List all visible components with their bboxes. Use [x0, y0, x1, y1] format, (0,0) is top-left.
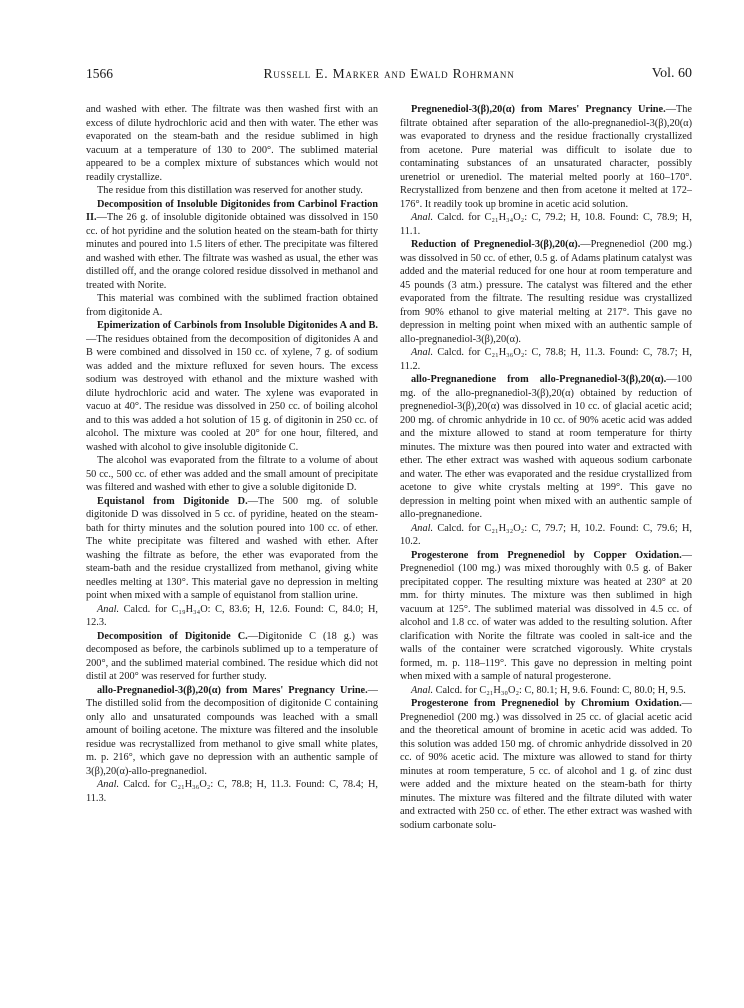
analysis-paragraph: [400, 522, 692, 549]
analysis-label: Anal.: [97, 779, 120, 790]
body-paragraph: [86, 103, 378, 184]
paragraph-text: This material was combined with the sublimed fraction obtained from digitonide A.: [86, 293, 378, 318]
running-header: [86, 66, 692, 84]
section-heading: Pregnenediol-3(β),20(α) from Mares' Pregnancy Urine.: [411, 104, 666, 115]
body-paragraph: [400, 238, 692, 346]
section-heading: Decomposition of Insoluble Digitonides from Carbinol Fraction II.: [86, 198, 378, 223]
analysis-paragraph: [86, 778, 378, 805]
section-heading: Reduction of Pregnenediol-3(β),20(α).: [411, 239, 581, 250]
analysis-label: Anal.: [97, 603, 120, 615]
paragraph-text: —100 mg. of the allo-pregnanediol-3(β),20(α) obtained by reduction of pregnenediol-3(β),20(α) was dissolved in 10 cc. of glacial acetic acid; 200 mg. of chromic anhydride in 10 cc. of 90% acetic acid was added and the mixture allowed to stand at room temperature for thirty minutes. The mixture was then poured into water and extracted with ether. The ether extract was washed with aqueous sodium carbonate and water. The ether was evaporated and the residue crystallized from acetone to give white crystals melting at 199°. This gave no depression in melting point when mixed with an authentic sample of allo-pregnanedione.: [400, 374, 692, 520]
body-paragraph: [86, 184, 378, 198]
section-heading: Progesterone from Pregnenediol by Copper Oxidation.: [411, 549, 682, 561]
paragraph-text: Calcd. for C₂₁H₃₆O₂: C, 78.8; H, 11.3. Found: C, 78.7; H, 11.2.: [400, 347, 692, 372]
section-heading: Progesterone from Pregnenediol by Chromium Oxidation.: [411, 698, 682, 709]
section-heading: Decomposition of Digitonide C.: [97, 630, 248, 642]
paragraph-text: Calcd. for C₁₉H₃₄O: C, 83.6; H, 12.6. Found: C, 84.0; H, 12.3.: [86, 603, 378, 628]
section-heading: allo-Pregnanedione from allo-Pregnanediol-3(β),20(α).: [411, 374, 667, 385]
paragraph-text: The alcohol was evaporated from the filtrate to a volume of about 50 cc., 500 cc. of ether was added and the small amount of precipitate was filtered and washed with ether to give a soluble digitonide D.: [86, 455, 378, 493]
body-paragraph: [400, 549, 692, 684]
body-paragraph: [86, 630, 378, 684]
paragraph-text: Calcd. for C₂₁H₃₆O₂: C, 78.8; H, 11.3. Found: C, 78.4; H, 11.3.: [86, 779, 378, 804]
body-paragraph: [86, 495, 378, 603]
body-paragraph: [86, 198, 378, 293]
analysis-label: Anal.: [411, 212, 434, 223]
paragraph-text: Calcd. for C₂₁H₃₀O₂: C, 80.1; H, 9.6. Found: C, 80.0; H, 9.5.: [433, 684, 686, 696]
body-paragraph: [400, 103, 692, 211]
body-paragraph: [86, 454, 378, 495]
page-number: 1566: [86, 66, 113, 81]
paragraph-text: —The filtrate obtained after separation of the allo-pregnanediol-3(β),20(α) was evaporated to dryness and the residue fractionally crystallized from acetone. Pure material was difficult to isolate due to contaminating substances of an unsaturated character, possibly urenetriol or urenediol. The material melted poorly at 160–170°. Recrystallized from benzene and then from acetone it melted at 172–176°. It readily took up bromine in acetic acid solution.: [400, 104, 692, 210]
paragraph-text: Calcd. for C₂₁H₃₂O₂: C, 79.7; H, 10.2. Found: C, 79.6; H, 10.2.: [400, 522, 692, 547]
analysis-paragraph: [400, 211, 692, 238]
volume-label: Vol. 60: [651, 66, 692, 81]
analysis-label: Anal.: [411, 684, 434, 696]
analysis-label: Anal.: [411, 347, 434, 358]
paragraph-text: —The 26 g. of insoluble digitonide obtained was dissolved in 150 cc. of hot pyridine and the solution heated on the steam-bath for thirty minutes and poured into 1.5 liters of ether. The precipitate was filtered and washed with ether. The filtrate was washed as usual, the ether was distilled off, and the orange colored residue dissolved in methanol and treated with Norite.: [86, 212, 378, 291]
paragraph-text: —Digitonide C (18 g.) was decomposed as before, the carbinols sublimed up to a temperature of 200°, and the sublimed material combined. The residue which did not distil at 200° was reserved for further study.: [86, 630, 378, 682]
left-column: [86, 103, 378, 988]
paragraph-text: and washed with ether. The filtrate was then washed first with an excess of dilute hydrochloric acid and then with water. The ether was evaporated on the steam-bath and the residue sublimed in high vacuum at a temperature of 130 to 200°. The sublimed material appeared to be a complex mixture of substances which would not readily crystallize.: [86, 104, 378, 183]
paragraph-text: —Pregnenediol (100 mg.) was mixed thoroughly with 0.5 g. of Baker precipitated copper. The resulting mixture was heated at 230° at 20 mm. for thirty minutes. The mixture was then sublimed in high vacuum at 125°. The sublimed material was dissolved in 4.5 cc. of alcohol and 1.8 cc. of water was added to the resulting solution. After clarification with Norite the filtrate was cooled in salt-ice and the walls of the container were scratched vigorously. White crystals formed, m. p. 118–119°. This gave no depression in melting point when mixed with a sample of natural progesterone.: [400, 549, 692, 682]
paragraph-text: —Pregnenediol (200 mg.) was dissolved in 25 cc. of glacial acetic acid and the theoretical amount of bromine in acetic acid was added. To this solution was added 150 mg. of chromic anhydride dissolved in 20 cc. of 90% acetic acid. The mixture was allowed to stand for thirty minutes at room temperature, 5 cc. of alcohol and 1 g. of zinc dust were added and the mixture heated on the steam-bath for thirty minutes. The mixture was filtered and the filtrate diluted with water and extracted with 250 cc. of ether. The ether extract was washed with sodium carbonate solu-: [400, 698, 692, 831]
body-paragraph: [86, 319, 378, 454]
analysis-label: Anal.: [411, 522, 434, 534]
body-paragraph: [400, 697, 692, 832]
paragraph-text: —The distilled solid from the decomposition of digitonide C containing only allo and unsaturated compounds was leached with a small amount of boiling acetone. The mixture was filtered and the insoluble residue was recrystallized from methanol to give small white plates, m. p. 216°, which gave no depression with an authentic sample of 3(β),20(α)-allo-pregnanediol.: [86, 684, 378, 777]
paragraph-text: Calcd. for C₂₁H₃₄O₂: C, 79.2; H, 10.8. Found: C, 78.9; H, 11.1.: [400, 212, 692, 237]
body-paragraph: [400, 373, 692, 522]
paragraph-text: —The 500 mg. of soluble digitonide D was dissolved in 5 cc. of pyridine, heated on the steam-bath for thirty minutes and the solution poured into 100 cc. of ether. The white precipitate was filtered and washed with ether. After washing the filtrate as before, the ether was evaporated from the steam-bath and the residue crystallized from methanol, giving white needles melting at 130°. This material gave no depression in melting point when mixed with a sample of equistanol from stallion urine.: [86, 495, 378, 601]
body-paragraph: [86, 292, 378, 319]
section-heading: Equistanol from Digitonide D.: [97, 495, 248, 507]
analysis-paragraph: [86, 603, 378, 630]
paragraph-text: —Pregnenediol (200 mg.) was dissolved in 50 cc. of ether, 0.5 g. of Adams platinum catalyst was added and the material reduced for one hour at room temperature and 45 pounds (3 atm.) pressure. The catalyst was filtered and the ether evaporated from the filtrate. The resulting residue was crystallized from 90% ethanol to give material melting at 217°. This gave no depression in melting point when mixed with an authentic sample of allo-pregnanediol-3(β),20(α).: [400, 239, 692, 345]
paragraph-text: —The residues obtained from the decomposition of digitonides A and B were combined and dissolved in 150 cc. of xylene, 7 g. of sodium was added and the mixture refluxed for seven hours. The excess sodium was destroyed with ethanol and the mixture washed with dilute hydrochloric acid and water. The xylene was evaporated in vacuo at 40°. The residue was dissolved in 250 cc. of boiling alcohol and to this was added a hot solution of 15 g. of digitonin in 250 cc. of alcohol. The mixture was cooled at 20° for one hour, filtered, and washed with alcohol to give insoluble digitonide C.: [86, 333, 378, 453]
analysis-paragraph: [400, 684, 692, 698]
paragraph-text: The residue from this distillation was reserved for another study.: [97, 185, 363, 196]
section-heading: allo-Pregnanediol-3(β),20(α) from Mares' Pregnancy Urine.: [97, 684, 368, 696]
analysis-paragraph: [400, 346, 692, 373]
running-authors: Russell E. Marker and Ewald Rohrmann: [263, 66, 515, 81]
body-paragraph: [86, 684, 378, 779]
section-heading: Epimerization of Carbinols from Insoluble Digitonides A and B.: [97, 320, 378, 331]
right-column: [400, 103, 692, 988]
